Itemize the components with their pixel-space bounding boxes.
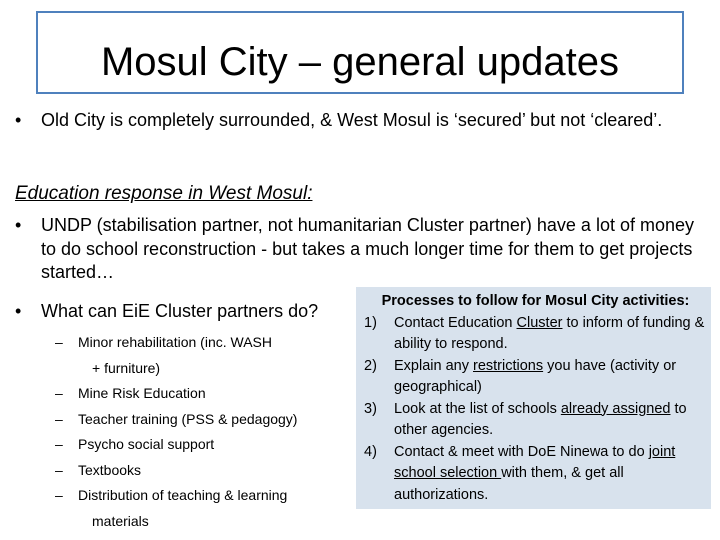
list-item-text: Distribution of teaching & learning <box>78 487 288 503</box>
slide-title: Mosul City – general updates <box>100 40 620 84</box>
bullet-icon: • <box>15 301 22 321</box>
step-number: 4) <box>364 443 377 460</box>
bullet-old-city <box>15 108 695 132</box>
list-item-text: Teacher training (PSS & pedagogy) <box>78 410 298 427</box>
process-step-1 <box>364 313 707 356</box>
process-step-4 <box>364 442 707 507</box>
processes-title: Processes to follow for Mosul City activities: <box>381 293 690 309</box>
step-text: to inform of funding & ability to respond. <box>394 314 705 352</box>
step-underlined-text: restrictions <box>473 357 544 374</box>
step-text: Contact Education <box>394 314 517 331</box>
step-underlined-text: Cluster <box>516 314 563 331</box>
bullet-undp <box>15 214 705 285</box>
bullet-eie <box>15 299 355 323</box>
bullet-icon: • <box>15 215 22 235</box>
list-item <box>55 407 345 433</box>
dash-icon: – <box>55 487 63 503</box>
bullet-icon: • <box>15 110 22 130</box>
bullet-eie-text: What can EiE Cluster partners do? <box>41 301 319 321</box>
step-text: with them, & get all authorizations. <box>394 465 624 503</box>
step-number: 3) <box>364 400 377 417</box>
education-heading: Education response in West Mosul: <box>15 183 313 204</box>
title-box <box>36 11 684 94</box>
eie-activities-list <box>55 330 345 534</box>
step-text: Explain any <box>394 357 473 374</box>
list-item <box>55 483 345 534</box>
process-step-3 <box>364 399 707 442</box>
bullet-undp-text: UNDP (stabilisation partner, not humanitarian Cluster partner) have a lot of money to do school reconstruction - but takes a much longer time for them to get projects started… <box>41 215 694 282</box>
step-text: Look at the list of schools <box>394 400 561 417</box>
dash-icon: – <box>55 461 63 478</box>
list-item <box>55 458 345 484</box>
process-step-2 <box>364 356 707 399</box>
bullet-old-city-text: Old City is completely surrounded, & West Mosul is ‘secured’ but not ‘cleared’. <box>41 110 663 130</box>
step-text: Contact & meet with DoE Ninewa to do <box>394 443 649 460</box>
step-text: you have (activity or geographical) <box>394 357 677 395</box>
dash-icon: – <box>55 334 63 350</box>
dash-icon: – <box>55 410 63 427</box>
list-item <box>55 432 345 458</box>
list-item <box>55 381 345 407</box>
step-number: 1) <box>364 314 377 331</box>
step-number: 2) <box>364 357 377 374</box>
list-item-text-cont: + furniture) <box>92 359 161 376</box>
list-item-text: Textbooks <box>78 461 142 478</box>
list-item <box>55 330 345 381</box>
dash-icon: – <box>55 436 63 452</box>
step-text: to other agencies. <box>394 400 687 438</box>
step-underlined-text: already assigned <box>560 400 671 417</box>
processes-box <box>356 287 711 509</box>
list-item-text: Mine Risk Education <box>78 385 206 401</box>
step-underlined-text: joint school selection <box>394 443 676 481</box>
dash-icon: – <box>55 385 63 401</box>
list-item-text: Psycho social support <box>78 436 215 452</box>
list-item-text-cont: materials <box>92 512 149 529</box>
list-item-text: Minor rehabilitation (inc. WASH <box>78 334 272 350</box>
